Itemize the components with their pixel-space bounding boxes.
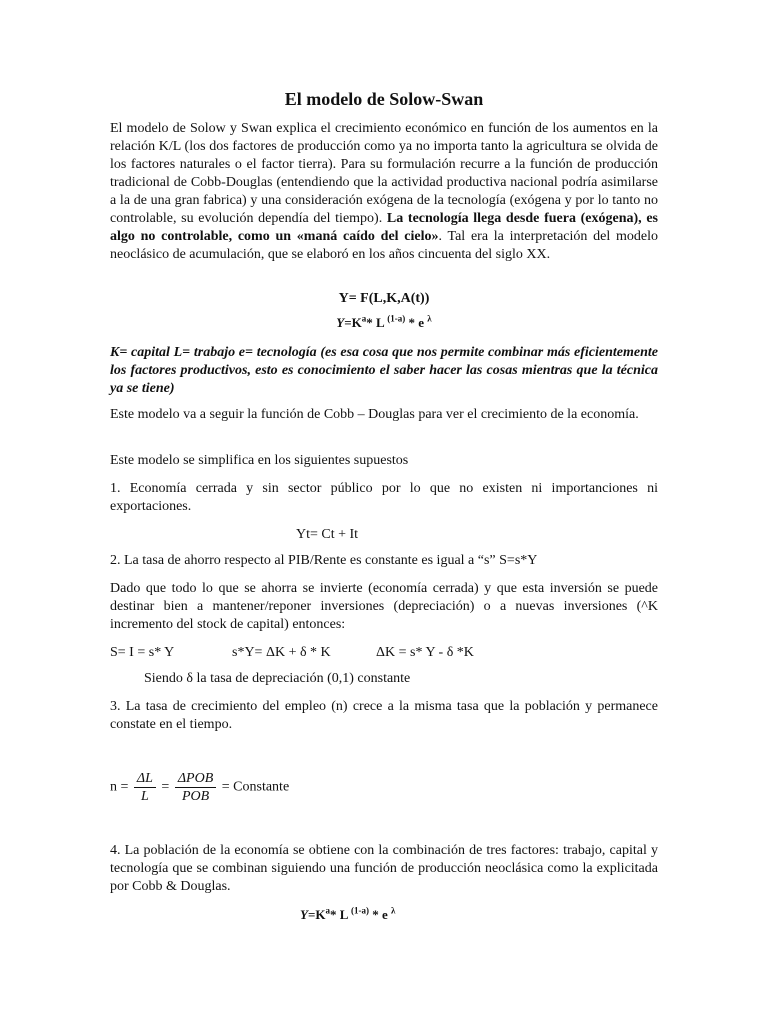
fraction-delta-l-denominator: L <box>141 789 149 804</box>
assumption-1: 1. Economía cerrada y sin sector público por lo que no existen ni importanciones ni exportaciones. <box>110 481 658 514</box>
formula-a-exponent: a <box>325 905 330 916</box>
savings-investment-paragraph: Dado que todo lo que se ahorra se invierte (economía cerrada) y que esta inversión se puede destinar bien a mantener/reponer inversiones (depreciación) o a nuevas inversiones (^K incremento del stock de capital) entonces: <box>110 581 658 632</box>
intro-bold-text: La tecnología llega desde fuera (exógena), es algo no controlable, como un «maná caído del cielo» <box>110 211 659 244</box>
intro-text-2: . Tal era la interpretación del modelo neoclásico de acumulación, que se elaboró en los años cincuenta del siglo XX. <box>110 229 659 262</box>
intro-text-1: El modelo de Solow y Swan explica el crecimiento económico en función de los aumentos en la relación K/L (los dos factores de producción como ya no importa tanto la agricultura se olvida de los factores naturales o el factor tierra). Para su formulación recurre a la función de producción tradicional de Cobb-Douglas (entendiendo que la actividad productiva nacional podría asimilarse a la de una gran fabrica) y una consideración exógena de la tecnología (exógena y por lo tanto no controlable, su evolución dependía del tiempo). <box>110 121 658 226</box>
cobb-douglas-formula-2 <box>300 906 500 924</box>
equation-n: n = <box>110 779 129 795</box>
formula-y: Y <box>336 315 345 330</box>
assumption-4: 4. La población de la economía se obtiene con la combinación de tres factores: trabajo, capital y tecnología que se combinan siguiendo una función de producción neoclásica como la explicitada por Cobb & Douglas. <box>110 843 658 894</box>
capital-change-equation: s*Y= ΔK + δ * K <box>232 645 331 660</box>
cobb-douglas-formula-1 <box>110 314 658 332</box>
equation-constant: = Constante <box>221 779 290 795</box>
formula-l: * L <box>329 907 351 922</box>
variable-definitions: K= capital L= trabajo e= tecnología (es esa cosa que nos permite combinar más eficientemente los factores productivos, esto es conocimiento el saber hacer las cosas mientras que la técnica ya se tiene) <box>110 345 658 396</box>
intro-paragraph <box>110 120 658 264</box>
page-title: El modelo de Solow-Swan <box>284 89 484 109</box>
formula-l: * L <box>366 315 388 330</box>
equation-equals: = <box>161 779 170 795</box>
formula-lambda: λ <box>427 313 432 324</box>
employment-growth-equation <box>110 770 658 810</box>
assumption-2: 2. La tasa de ahorro respecto al PIB/Rente es constante es igual a “s” S=s*Y <box>110 553 538 568</box>
formula-a-exponent: a <box>361 313 367 324</box>
cobb-douglas-paragraph: Este modelo va a seguir la función de Cobb – Douglas para ver el crecimiento de la economía. <box>110 407 639 422</box>
fraction-delta-l-numerator: ΔL <box>134 770 156 788</box>
fraction-delta-pob-numerator: ΔPOB <box>175 770 216 788</box>
capital-accumulation-equation: ΔK = s* Y - δ *K <box>376 645 474 660</box>
assumptions-intro: Este modelo se simplifica en los siguientes supuestos <box>110 453 409 468</box>
fraction-delta-l <box>134 770 156 805</box>
assumption-3: 3. La tasa de crecimiento del empleo (n) crece a la misma tasa que la población y permanece constate en el tiempo. <box>110 699 658 732</box>
closed-economy-equation: Yt= Ct + It <box>296 527 359 542</box>
formula-e: * e <box>368 907 391 922</box>
production-function: Y= F(L,K,A(t)) <box>338 291 430 306</box>
formula-y: Y <box>300 907 308 922</box>
formula-l-exponent: (1-a) <box>350 905 369 916</box>
formula-k: =K <box>344 315 362 330</box>
fraction-delta-pob-denominator: POB <box>181 789 210 804</box>
fraction-delta-pob <box>175 770 216 805</box>
savings-equation: S= I = s* Y <box>110 645 175 660</box>
formula-k: =K <box>307 907 326 922</box>
formula-lambda: λ <box>390 905 396 916</box>
formula-e: * e <box>405 315 428 330</box>
depreciation-note: Siendo δ la tasa de depreciación (0,1) constante <box>144 671 411 686</box>
formula-l-exponent: (1-a) <box>387 313 406 324</box>
